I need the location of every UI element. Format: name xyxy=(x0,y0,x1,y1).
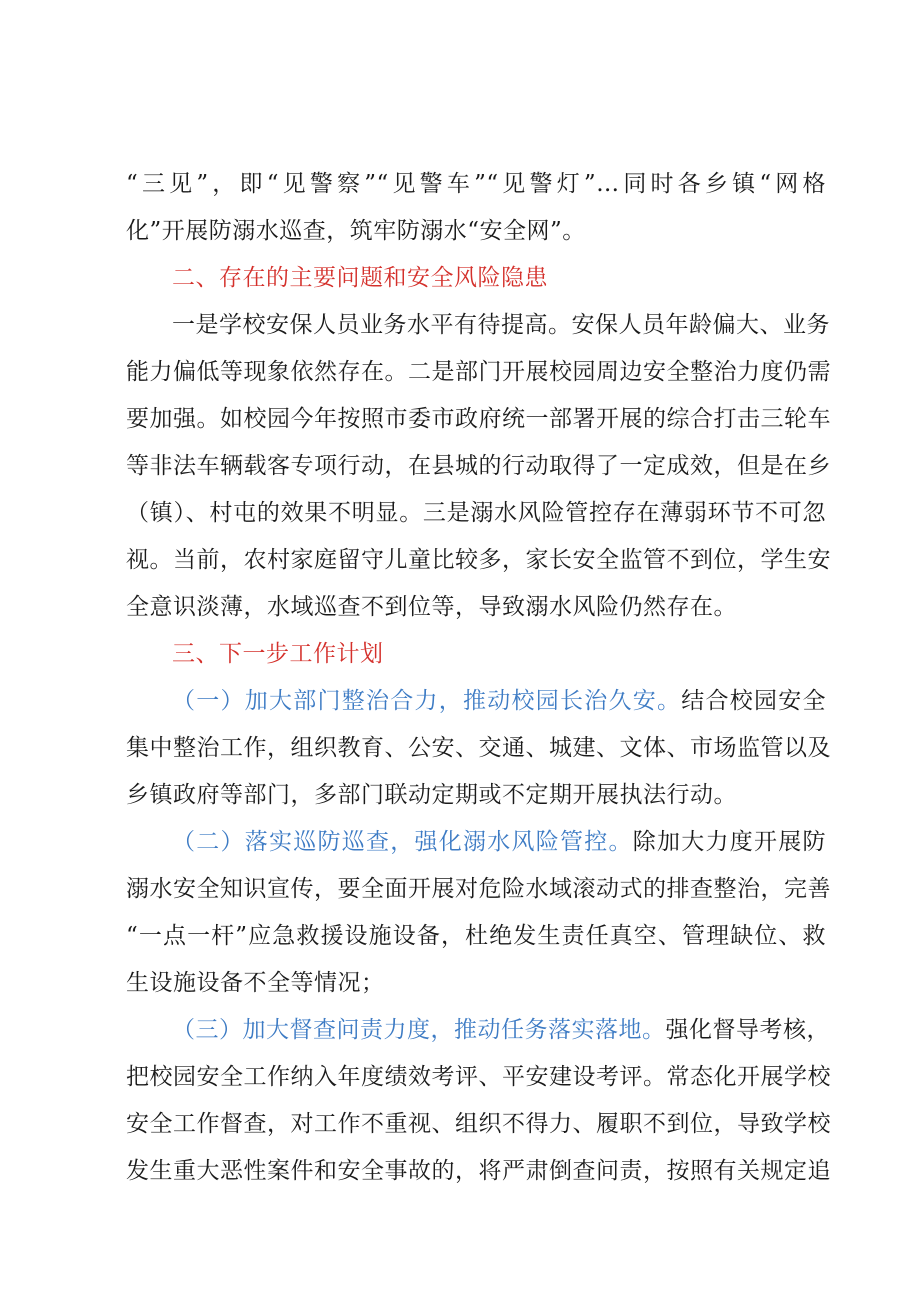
paragraph-line: 乡镇政府等部门，多部门联动定期或不定期开展执法行动。 xyxy=(126,782,737,808)
subsection-heading-1: （一）加大部门整治合力，推动校园长治久安。 xyxy=(172,688,682,714)
paragraph-line: 生设施设备不全等情况； xyxy=(126,970,385,996)
paragraph-line: 要加强。如校园今年按照市委市政府统一部署开展的综合打击三轮车 xyxy=(126,406,831,432)
paragraph-line: 集中整治工作，组织教育、公安、交通、城建、文体、市场监管以及 xyxy=(126,735,831,761)
paragraph-line: 视。当前，农村家庭留守儿童比较多，家长安全监管不到位，学生安 xyxy=(126,547,831,573)
paragraph-line: 溺水安全知识宣传，要全面开展对危险水域滚动式的排查整治，完善 xyxy=(126,876,831,902)
subsection-line-1 xyxy=(172,681,826,721)
paragraph-line: “三见”，即“见警察”“见警车”“见警灯”…同时各乡镇“网格 xyxy=(126,171,826,197)
paragraph-line: 等非法车辆载客专项行动，在县城的行动取得了一定成效，但是在乡 xyxy=(126,453,831,479)
subsection-heading-2: （二）落实巡防巡查，强化溺水风险管控。 xyxy=(172,829,633,855)
subsection-line-2 xyxy=(172,822,826,862)
paragraph-line: 化”开展防溺水巡查，筑牢防溺水“安全网”。 xyxy=(126,218,586,244)
paragraph-line: “一点一杆”应急救援设施设备，杜绝发生责任真空、管理缺位、救 xyxy=(126,923,826,949)
paragraph-line: 能力偏低等现象依然存在。二是部门开展校园周边安全整治力度仍需 xyxy=(126,359,831,385)
subsection-heading-3: （三）加大督查问责力度，推动任务落实落地。 xyxy=(172,1017,666,1043)
paragraph-line: 把校园安全工作纳入年度绩效考评、平安建设考评。常态化开展学校 xyxy=(126,1064,831,1090)
section-heading-3: 三、下一步工作计划 xyxy=(172,641,384,667)
subsection-line-3 xyxy=(172,1010,830,1050)
paragraph-line: 安全工作督查，对工作不重视、组织不得力、履职不到位，导致学校 xyxy=(126,1111,831,1137)
paragraph-text: 除加大力度开展防 xyxy=(632,829,826,855)
paragraph-text: 结合校园安全 xyxy=(681,688,826,714)
paragraph-text: 强化督导考核， xyxy=(665,1017,830,1043)
paragraph-line: 全意识淡薄，水域巡查不到位等，导致溺水风险仍然存在。 xyxy=(126,594,737,620)
paragraph-line: 发生重大恶性案件和安全事故的，将严肃倒查问责，按照有关规定追 xyxy=(126,1158,831,1184)
paragraph-line: 一是学校安保人员业务水平有待提高。安保人员年龄偏大、业务 xyxy=(172,312,830,338)
section-heading-2: 二、存在的主要问题和安全风险隐患 xyxy=(172,265,548,291)
paragraph-line: （镇）、村屯的效果不明显。三是溺水风险管控存在薄弱环节不可忽 xyxy=(126,500,826,526)
